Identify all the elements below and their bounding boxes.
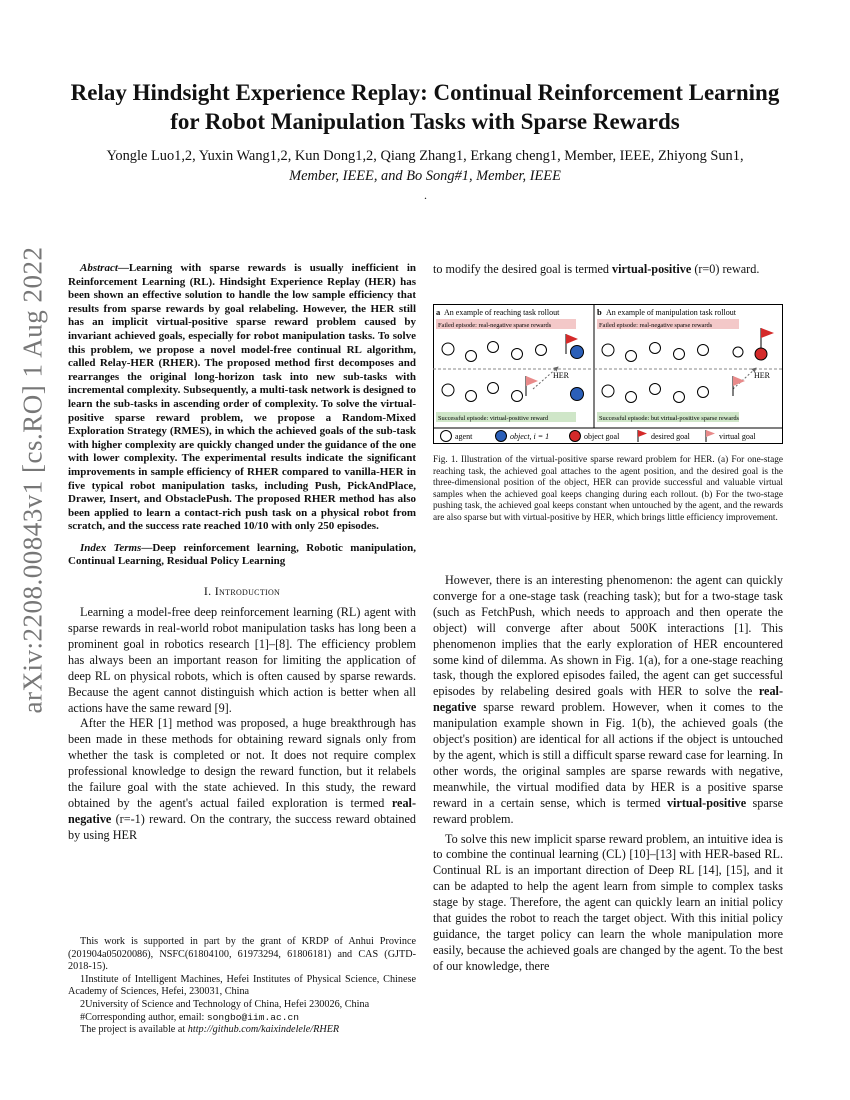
success-text-a: Successful episode: virtual-positive reward bbox=[438, 415, 549, 422]
legend-object-goal: object goal bbox=[584, 432, 620, 441]
project-url-link[interactable]: http://github.com/kaixindelele/RHER bbox=[187, 1024, 340, 1036]
footnote-affiliation-1: 1Institute of Intelligent Machines, Hefei Institutes of Physical Science, Chinese Academy of Sciences, Hefei, 230031, China bbox=[68, 973, 416, 998]
left-column bbox=[68, 262, 416, 844]
index-terms-label: Index Terms bbox=[80, 541, 142, 554]
her-label-b: HER bbox=[754, 371, 770, 380]
legend-virtual-goal: virtual goal bbox=[719, 432, 756, 441]
caption-label: Fig. 1. bbox=[433, 455, 458, 465]
arxiv-sidebar bbox=[17, 246, 48, 714]
footnote-funding: This work is supported in part by the grant of KRDP of Anhui Province (201904a05020086), NSFC(61804100, 61973294, 61806181) and CAS (GJTD-2018-15). bbox=[68, 936, 416, 973]
authors-line-1: Yongle Luo1,2, Yuxin Wang1,2, Kun Dong1,2, Qiang Zhang1, Erkang cheng1, Member, IEEE, Zhiyong Sun1, bbox=[106, 148, 744, 164]
legend-object: object, i = 1 bbox=[510, 432, 550, 441]
footnotes bbox=[68, 936, 416, 1037]
separator-dot: . bbox=[424, 188, 427, 202]
right-column-body bbox=[433, 573, 783, 975]
right-paragraph-2: To solve this new implicit sparse reward problem, an intuitive idea is to combine the continual learning (CL) [10]–[13] with HER-based RL. Continual RL is an important direction of Deep RL [14], [15], and it can be adapted to help the agent learn from simple to complex tasks stage by stage. Therefore, the agent can quickly learn an initial policy that guides the robot to reach the target object. With this initial policy guidance, the target policy can learn the whole manipulation more easily, because the achieved goals are changed by the agent. To the best of our knowledge, there bbox=[433, 831, 783, 973]
panel-a-label: a bbox=[436, 307, 441, 317]
figure-caption bbox=[433, 455, 783, 525]
object-node bbox=[733, 347, 743, 357]
legend-agent: agent bbox=[455, 432, 473, 441]
right-column-top bbox=[433, 262, 783, 278]
footnote-project: The project is available at http://github.com/kaixindelele/RHER bbox=[80, 1024, 340, 1036]
author-list bbox=[50, 146, 800, 186]
authors-line-2: Member, IEEE, and Bo Song#1, Member, IEEE bbox=[289, 168, 561, 184]
abstract-label: Abstract bbox=[80, 262, 118, 274]
object-goal bbox=[755, 348, 767, 360]
panel-a-title: An example of reaching task rollout bbox=[444, 308, 560, 317]
caption-text: Illustration of the virtual-positive sparse reward problem for HER. (a) For one-stage reaching task, the achieved goal attaches to the agent position, and the desired goal is the three-dimensional position of the object, HER can provide successful and valuable virtual samples when the achieved goal keeps changing during each rollout. (b) For the two-stage pushing task, the achieved goal keeps constant when untouched by the agent, and the rewards are also sparse but with virtual-positive by HER, which brings little efficiency improvement. bbox=[433, 455, 784, 523]
success-text-b: Successful episode: but virtual-positive sparse rewards bbox=[599, 415, 740, 422]
object-node bbox=[571, 346, 584, 359]
abstract bbox=[68, 262, 416, 569]
paper-title: Relay Hindsight Experience Replay: Continual Reinforcement Learning for Robot Manipulation Tasks with Sparse Rewards bbox=[70, 80, 780, 134]
her-label-a: HER bbox=[553, 371, 569, 380]
legend-desired-goal: desired goal bbox=[651, 432, 690, 441]
failed-text-b: Failed episode: real-negative sparse rewards bbox=[599, 322, 713, 329]
arxiv-id: arXiv:2208.00843v1 [cs.RO] 1 Aug 2022 bbox=[17, 246, 48, 714]
index-terms-text: —Deep reinforcement learning, Robotic manipulation, Continual Learning, Residual Policy Learning bbox=[68, 541, 416, 568]
failed-text-a: Failed episode: real-negative sparse rewards bbox=[438, 322, 552, 329]
abstract-text: —Learning with sparse rewards is usually inefficient in Reinforcement Learning (RL). Hindsight Experience Replay (HER) has been shown an effective solution to handle the low sample efficiency that results from sparse rewards by goal relabeling. However, the HER still has an implicit virtual-positive sparse reward problem caused by invariant achieved goals, especially for robot manipulation tasks. To solve this problem, we propose a novel model-free continual RL algorithm, called Relay-HER (RHER). The proposed method first decomposes and rearranges the original long-horizon task into new sub-tasks with incremental complexity. Subsequently, a multi-task network is designed to learn the sub-tasks in ascending order of complexity. To solve the virtual-positive sparse reward problem, we propose a Random-Mixed Exploration Strategy (RMES), in which the achieved goals of the sub-task with higher complexity are quickly changed under the guidance of the one with lower complexity. The experimental results indicate the significant improvements in sample efficiency of RHER compared to vanilla-HER in five typical robot manipulation tasks, including Push, PickAndPlace, Drawer, Insert, and ObstaclePush. The proposed RHER method has also been applied to learn a contact-rich push task on a physical robot from scratch, and the success rate reached 10/10 with only 250 episodes. bbox=[68, 262, 416, 533]
object-node bbox=[571, 388, 584, 401]
right-paragraph-1: However, there is an interesting phenomenon: the agent can quickly converge for a one-stage task (reaching task); but for a two-stage task (such as FetchPush, which needs to approach and then operate the object) will converge after about 500K interactions [1]. This phenomenon implies that the early exploration of HER encountered some kind of dilemma. As shown in Fig. 1(a), for a one-stage reaching task, though the explored episodes failed, the agent can get successful episodes by relabeling desired goals with HER to solve the real-negative sparse reward problem. However, when it comes to the manipulation example shown in Fig. 1(b), the achieved goals (the object's position) are identical for all actions if the object is untouched by the agent, which is still a difficult sparse reward case for learning. In other words, the original samples are sparse rewards with negative, meanwhile, the virtual modified data by HER is a positive sparse reward in a certain sense, which is termed virtual-positive sparse reward problem. bbox=[433, 573, 783, 826]
section-heading-introduction: I. Introduction bbox=[203, 584, 281, 599]
right-intro-text: to modify the desired goal is termed virtual-positive (r=0) reward. bbox=[433, 262, 760, 276]
footnote-affiliation-2: 2University of Science and Technology of China, Hefei 230026, China bbox=[80, 998, 370, 1010]
intro-paragraph-2: After the HER [1] method was proposed, a huge breakthrough has been made in these methods for obtaining reward signals only from whether the task is completed or not. It does not require complex professional knowledge to design the reward function, but it relabels the failure goal with the state achieved. In this study, the reward obtained by the agent's actual failed exploration is termed real-negative (r=-1) reward. On the contrary, the success reward obtained by using HER bbox=[68, 716, 416, 842]
figure-1 bbox=[433, 304, 783, 444]
intro-paragraph-1: Learning a model-free deep reinforcement learning (RL) agent with sparse rewards in real-world robot manipulation tasks has long been a prominent goal in robotics research [1]–[8]. The efficiency problem has always been an important reason for limiting the application of deep RL on physical robots, which is often caused by sparse rewards. Because the agent cannot distinguish which action is better when all actions have the same reward [9]. bbox=[68, 605, 416, 715]
footnote-corresponding: #Corresponding author, email: songbo@iim.ac.cn bbox=[80, 1011, 300, 1023]
panel-b-label: b bbox=[597, 307, 602, 317]
email-link[interactable]: songbo@iim.ac.cn bbox=[206, 1011, 300, 1023]
panel-b-title: An example of manipulation task rollout bbox=[606, 308, 736, 317]
